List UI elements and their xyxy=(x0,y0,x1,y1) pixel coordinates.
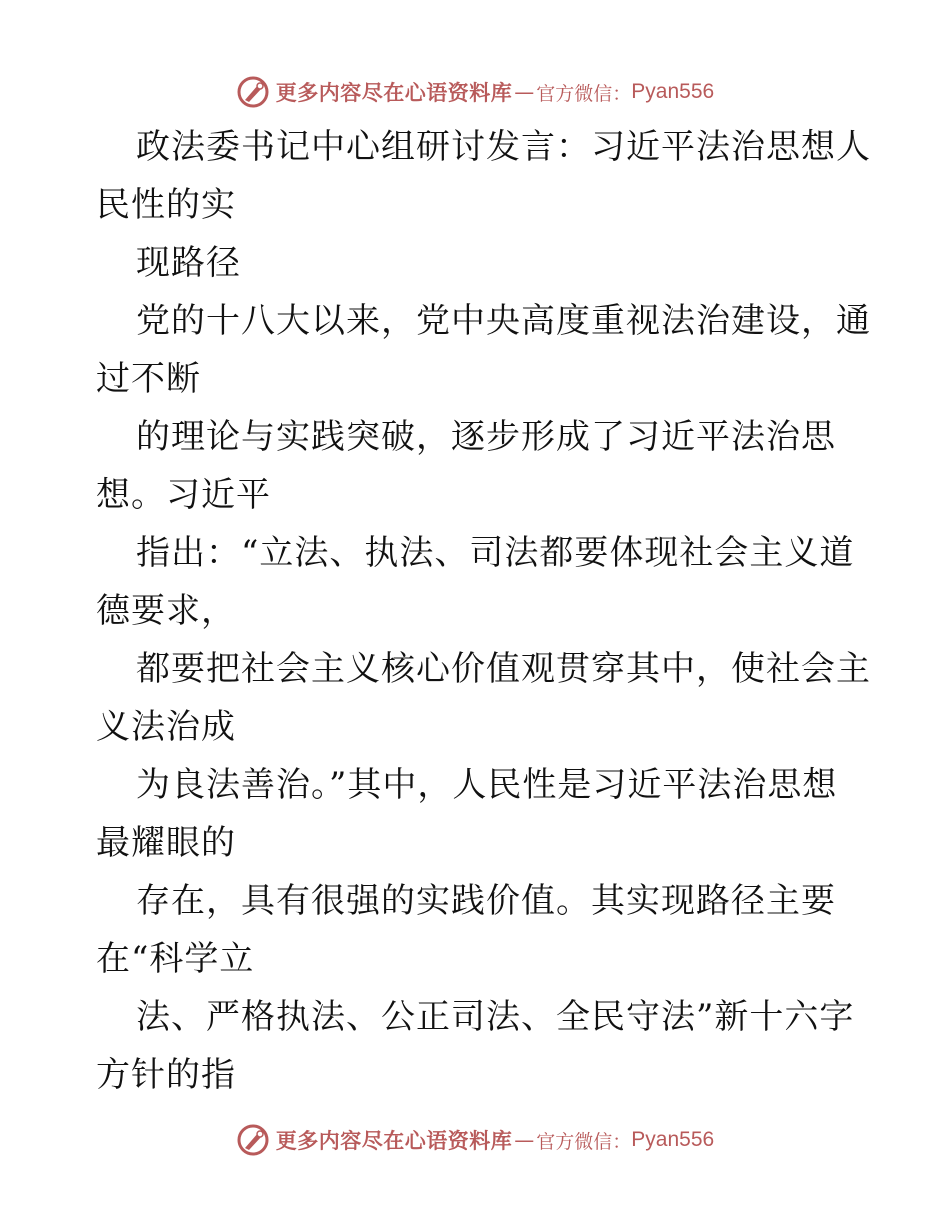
text-line: 法、严格执法、公正司法、全民守法”新十六字 xyxy=(136,997,855,1037)
banner-dash: — xyxy=(514,1128,535,1152)
text-line: 民性的实 xyxy=(96,185,236,225)
text-line: 义法治成 xyxy=(96,707,236,747)
text-line: 为良法善治。”其中，人民性是习近平法治思想 xyxy=(136,765,838,805)
banner-label: 官方微信： xyxy=(536,1130,632,1153)
header-banner xyxy=(0,72,950,112)
banner-wechat-id: Pyan556 xyxy=(631,1128,715,1151)
text-line: 的理论与实践突破，逐步形成了习近平法治思 xyxy=(136,417,836,457)
banner-label: 官方微信： xyxy=(536,82,632,105)
text-line: 德要求， xyxy=(96,591,236,631)
text-line: 都要把社会主义核心价值观贯穿其中，使社会主 xyxy=(136,649,871,689)
text-line: 党的十八大以来，党中央高度重视法治建设，通 xyxy=(136,301,871,341)
document-body xyxy=(96,118,871,1104)
banner-text: 更多内容尽在心语资料库 xyxy=(275,80,513,105)
text-line: 政法委书记中心组研讨发言：习近平法治思想人 xyxy=(136,127,871,167)
pen-logo-icon xyxy=(236,75,270,109)
banner-text: 更多内容尽在心语资料库 xyxy=(275,1128,513,1153)
banner-dash: — xyxy=(514,80,535,104)
text-line: 方针的指 xyxy=(96,1055,236,1095)
text-line: 现路径 xyxy=(136,243,241,283)
text-line: 存在，具有很强的实践价值。其实现路径主要 xyxy=(136,881,836,921)
text-line: 想。习近平 xyxy=(96,475,271,515)
text-line: 过不断 xyxy=(96,359,201,399)
text-line: 指出：“立法、执法、司法都要体现社会主义道 xyxy=(136,533,855,573)
text-line: 在“科学立 xyxy=(96,939,255,979)
footer-banner xyxy=(0,1120,950,1160)
pen-logo-icon xyxy=(236,1123,270,1157)
banner-wechat-id: Pyan556 xyxy=(631,80,715,103)
text-line: 最耀眼的 xyxy=(96,823,236,863)
